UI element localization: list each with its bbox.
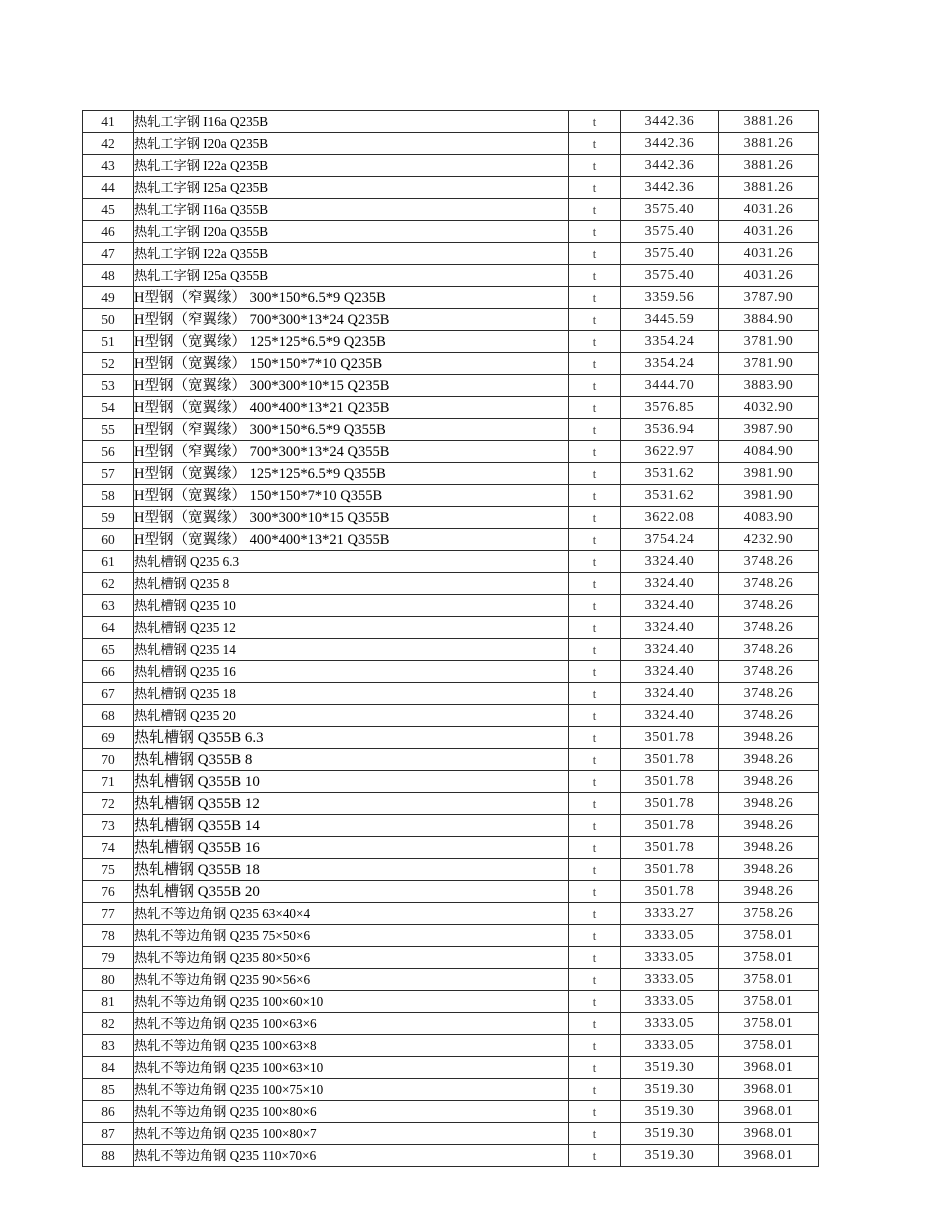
table-row bbox=[83, 969, 819, 991]
price-excl-tax-cell: 3442.36 bbox=[621, 177, 719, 199]
row-index-cell: 68 bbox=[83, 705, 134, 727]
row-index-cell: 48 bbox=[83, 265, 134, 287]
price-excl-tax-cell: 3501.78 bbox=[621, 771, 719, 793]
price-incl-tax-cell: 4031.26 bbox=[719, 221, 819, 243]
material-name-cell: 热轧槽钢 Q355B 12 bbox=[134, 793, 569, 815]
row-index-cell: 81 bbox=[83, 991, 134, 1013]
price-excl-tax-cell: 3576.85 bbox=[621, 397, 719, 419]
price-excl-tax-cell: 3519.30 bbox=[621, 1079, 719, 1101]
price-incl-tax-cell: 3968.01 bbox=[719, 1123, 819, 1145]
price-excl-tax-cell: 3442.36 bbox=[621, 111, 719, 133]
price-incl-tax-cell: 3758.01 bbox=[719, 969, 819, 991]
price-excl-tax-cell: 3501.78 bbox=[621, 727, 719, 749]
price-incl-tax-cell: 3948.26 bbox=[719, 859, 819, 881]
unit-cell: t bbox=[569, 1035, 621, 1057]
price-excl-tax-cell: 3622.97 bbox=[621, 441, 719, 463]
price-excl-tax-cell: 3501.78 bbox=[621, 859, 719, 881]
material-name-cell: 热轧槽钢 Q355B 6.3 bbox=[134, 727, 569, 749]
table-row bbox=[83, 859, 819, 881]
row-index-cell: 80 bbox=[83, 969, 134, 991]
price-excl-tax-cell: 3333.05 bbox=[621, 969, 719, 991]
price-excl-tax-cell: 3531.62 bbox=[621, 485, 719, 507]
price-incl-tax-cell: 3884.90 bbox=[719, 309, 819, 331]
price-excl-tax-cell: 3445.59 bbox=[621, 309, 719, 331]
material-name-cell: H型钢（宽翼缘） 400*400*13*21 Q235B bbox=[134, 397, 569, 419]
price-incl-tax-cell: 3948.26 bbox=[719, 881, 819, 903]
material-name-cell: 热轧槽钢 Q235 20 bbox=[134, 705, 569, 727]
price-excl-tax-cell: 3333.05 bbox=[621, 925, 719, 947]
material-name-cell: H型钢（窄翼缘） 700*300*13*24 Q355B bbox=[134, 441, 569, 463]
price-excl-tax-cell: 3324.40 bbox=[621, 573, 719, 595]
row-index-cell: 66 bbox=[83, 661, 134, 683]
material-name-cell: 热轧槽钢 Q235 8 bbox=[134, 573, 569, 595]
table-row bbox=[83, 1035, 819, 1057]
material-name-cell: 热轧不等边角钢 Q235 75×50×6 bbox=[134, 925, 569, 947]
price-excl-tax-cell: 3531.62 bbox=[621, 463, 719, 485]
table-row bbox=[83, 837, 819, 859]
material-name-cell: H型钢（窄翼缘） 700*300*13*24 Q235B bbox=[134, 309, 569, 331]
row-index-cell: 76 bbox=[83, 881, 134, 903]
row-index-cell: 57 bbox=[83, 463, 134, 485]
material-name-cell: 热轧不等边角钢 Q235 110×70×6 bbox=[134, 1145, 569, 1167]
row-index-cell: 75 bbox=[83, 859, 134, 881]
material-name-cell: 热轧工字钢 I20a Q355B bbox=[134, 221, 569, 243]
row-index-cell: 72 bbox=[83, 793, 134, 815]
row-index-cell: 55 bbox=[83, 419, 134, 441]
price-excl-tax-cell: 3333.27 bbox=[621, 903, 719, 925]
row-index-cell: 82 bbox=[83, 1013, 134, 1035]
table-row bbox=[83, 705, 819, 727]
unit-cell: t bbox=[569, 1123, 621, 1145]
row-index-cell: 59 bbox=[83, 507, 134, 529]
price-excl-tax-cell: 3333.05 bbox=[621, 947, 719, 969]
unit-cell: t bbox=[569, 353, 621, 375]
material-name-cell: H型钢（窄翼缘） 300*150*6.5*9 Q355B bbox=[134, 419, 569, 441]
table-row bbox=[83, 749, 819, 771]
material-name-cell: 热轧槽钢 Q355B 8 bbox=[134, 749, 569, 771]
price-incl-tax-cell: 3881.26 bbox=[719, 111, 819, 133]
material-name-cell: H型钢（宽翼缘） 150*150*7*10 Q355B bbox=[134, 485, 569, 507]
row-index-cell: 77 bbox=[83, 903, 134, 925]
price-incl-tax-cell: 3948.26 bbox=[719, 727, 819, 749]
price-incl-tax-cell: 3987.90 bbox=[719, 419, 819, 441]
price-incl-tax-cell: 3968.01 bbox=[719, 1057, 819, 1079]
price-incl-tax-cell: 3881.26 bbox=[719, 133, 819, 155]
price-excl-tax-cell: 3354.24 bbox=[621, 331, 719, 353]
row-index-cell: 58 bbox=[83, 485, 134, 507]
row-index-cell: 61 bbox=[83, 551, 134, 573]
price-incl-tax-cell: 4031.26 bbox=[719, 199, 819, 221]
unit-cell: t bbox=[569, 727, 621, 749]
price-excl-tax-cell: 3324.40 bbox=[621, 639, 719, 661]
table-row bbox=[83, 727, 819, 749]
price-excl-tax-cell: 3444.70 bbox=[621, 375, 719, 397]
price-incl-tax-cell: 4031.26 bbox=[719, 243, 819, 265]
table-row bbox=[83, 507, 819, 529]
table-row bbox=[83, 243, 819, 265]
material-name-cell: 热轧槽钢 Q235 14 bbox=[134, 639, 569, 661]
unit-cell: t bbox=[569, 265, 621, 287]
price-incl-tax-cell: 3981.90 bbox=[719, 463, 819, 485]
row-index-cell: 73 bbox=[83, 815, 134, 837]
price-excl-tax-cell: 3575.40 bbox=[621, 243, 719, 265]
row-index-cell: 79 bbox=[83, 947, 134, 969]
row-index-cell: 65 bbox=[83, 639, 134, 661]
unit-cell: t bbox=[569, 969, 621, 991]
unit-cell: t bbox=[569, 1079, 621, 1101]
price-incl-tax-cell: 3748.26 bbox=[719, 595, 819, 617]
price-incl-tax-cell: 4084.90 bbox=[719, 441, 819, 463]
unit-cell: t bbox=[569, 309, 621, 331]
unit-cell: t bbox=[569, 1145, 621, 1167]
unit-cell: t bbox=[569, 573, 621, 595]
table-row bbox=[83, 1101, 819, 1123]
price-excl-tax-cell: 3324.40 bbox=[621, 705, 719, 727]
unit-cell: t bbox=[569, 661, 621, 683]
material-name-cell: 热轧槽钢 Q235 6.3 bbox=[134, 551, 569, 573]
unit-cell: t bbox=[569, 243, 621, 265]
material-name-cell: 热轧不等边角钢 Q235 100×80×7 bbox=[134, 1123, 569, 1145]
price-excl-tax-cell: 3354.24 bbox=[621, 353, 719, 375]
table-row bbox=[83, 353, 819, 375]
row-index-cell: 53 bbox=[83, 375, 134, 397]
material-name-cell: H型钢（宽翼缘） 125*125*6.5*9 Q235B bbox=[134, 331, 569, 353]
unit-cell: t bbox=[569, 903, 621, 925]
table-row bbox=[83, 683, 819, 705]
table-row bbox=[83, 639, 819, 661]
unit-cell: t bbox=[569, 947, 621, 969]
price-excl-tax-cell: 3324.40 bbox=[621, 551, 719, 573]
table-row bbox=[83, 925, 819, 947]
price-incl-tax-cell: 3748.26 bbox=[719, 661, 819, 683]
material-name-cell: H型钢（宽翼缘） 300*300*10*15 Q235B bbox=[134, 375, 569, 397]
price-excl-tax-cell: 3519.30 bbox=[621, 1101, 719, 1123]
material-name-cell: 热轧槽钢 Q355B 16 bbox=[134, 837, 569, 859]
row-index-cell: 47 bbox=[83, 243, 134, 265]
table-row bbox=[83, 111, 819, 133]
unit-cell: t bbox=[569, 683, 621, 705]
unit-cell: t bbox=[569, 463, 621, 485]
material-name-cell: 热轧工字钢 I16a Q235B bbox=[134, 111, 569, 133]
unit-cell: t bbox=[569, 199, 621, 221]
table-row bbox=[83, 1079, 819, 1101]
unit-cell: t bbox=[569, 155, 621, 177]
price-incl-tax-cell: 3758.26 bbox=[719, 903, 819, 925]
unit-cell: t bbox=[569, 551, 621, 573]
material-name-cell: 热轧槽钢 Q235 10 bbox=[134, 595, 569, 617]
unit-cell: t bbox=[569, 485, 621, 507]
table-row bbox=[83, 441, 819, 463]
price-excl-tax-cell: 3754.24 bbox=[621, 529, 719, 551]
unit-cell: t bbox=[569, 595, 621, 617]
table-row bbox=[83, 133, 819, 155]
row-index-cell: 43 bbox=[83, 155, 134, 177]
price-incl-tax-cell: 3968.01 bbox=[719, 1101, 819, 1123]
price-incl-tax-cell: 3948.26 bbox=[719, 749, 819, 771]
unit-cell: t bbox=[569, 507, 621, 529]
unit-cell: t bbox=[569, 881, 621, 903]
unit-cell: t bbox=[569, 771, 621, 793]
price-incl-tax-cell: 3758.01 bbox=[719, 947, 819, 969]
table-row bbox=[83, 397, 819, 419]
material-name-cell: H型钢（宽翼缘） 300*300*10*15 Q355B bbox=[134, 507, 569, 529]
table-row bbox=[83, 1013, 819, 1035]
row-index-cell: 60 bbox=[83, 529, 134, 551]
row-index-cell: 67 bbox=[83, 683, 134, 705]
table-row bbox=[83, 177, 819, 199]
price-incl-tax-cell: 4032.90 bbox=[719, 397, 819, 419]
table-row bbox=[83, 265, 819, 287]
price-excl-tax-cell: 3622.08 bbox=[621, 507, 719, 529]
table-row bbox=[83, 881, 819, 903]
material-name-cell: 热轧工字钢 I16a Q355B bbox=[134, 199, 569, 221]
material-name-cell: 热轧不等边角钢 Q235 100×60×10 bbox=[134, 991, 569, 1013]
row-index-cell: 51 bbox=[83, 331, 134, 353]
price-excl-tax-cell: 3575.40 bbox=[621, 199, 719, 221]
material-name-cell: 热轧工字钢 I25a Q235B bbox=[134, 177, 569, 199]
unit-cell: t bbox=[569, 529, 621, 551]
price-incl-tax-cell: 3758.01 bbox=[719, 991, 819, 1013]
row-index-cell: 69 bbox=[83, 727, 134, 749]
row-index-cell: 54 bbox=[83, 397, 134, 419]
row-index-cell: 83 bbox=[83, 1035, 134, 1057]
price-incl-tax-cell: 3781.90 bbox=[719, 331, 819, 353]
unit-cell: t bbox=[569, 441, 621, 463]
price-incl-tax-cell: 3758.01 bbox=[719, 1013, 819, 1035]
unit-cell: t bbox=[569, 1013, 621, 1035]
price-excl-tax-cell: 3333.05 bbox=[621, 1013, 719, 1035]
price-excl-tax-cell: 3442.36 bbox=[621, 155, 719, 177]
unit-cell: t bbox=[569, 375, 621, 397]
table-row bbox=[83, 991, 819, 1013]
material-price-table bbox=[82, 110, 819, 1167]
row-index-cell: 41 bbox=[83, 111, 134, 133]
material-name-cell: 热轧不等边角钢 Q235 90×56×6 bbox=[134, 969, 569, 991]
unit-cell: t bbox=[569, 837, 621, 859]
price-excl-tax-cell: 3324.40 bbox=[621, 683, 719, 705]
price-excl-tax-cell: 3501.78 bbox=[621, 881, 719, 903]
price-excl-tax-cell: 3501.78 bbox=[621, 837, 719, 859]
unit-cell: t bbox=[569, 749, 621, 771]
price-incl-tax-cell: 3968.01 bbox=[719, 1079, 819, 1101]
table-row bbox=[83, 155, 819, 177]
table-row bbox=[83, 771, 819, 793]
row-index-cell: 87 bbox=[83, 1123, 134, 1145]
table-row bbox=[83, 309, 819, 331]
price-incl-tax-cell: 3748.26 bbox=[719, 683, 819, 705]
table-row bbox=[83, 815, 819, 837]
row-index-cell: 70 bbox=[83, 749, 134, 771]
price-incl-tax-cell: 3748.26 bbox=[719, 639, 819, 661]
material-name-cell: 热轧槽钢 Q235 12 bbox=[134, 617, 569, 639]
material-name-cell: 热轧不等边角钢 Q235 100×63×6 bbox=[134, 1013, 569, 1035]
price-incl-tax-cell: 3948.26 bbox=[719, 793, 819, 815]
table-row bbox=[83, 1123, 819, 1145]
unit-cell: t bbox=[569, 111, 621, 133]
row-index-cell: 45 bbox=[83, 199, 134, 221]
material-name-cell: H型钢（宽翼缘） 125*125*6.5*9 Q355B bbox=[134, 463, 569, 485]
price-excl-tax-cell: 3333.05 bbox=[621, 991, 719, 1013]
price-incl-tax-cell: 3781.90 bbox=[719, 353, 819, 375]
table-body bbox=[83, 111, 819, 1167]
material-name-cell: 热轧不等边角钢 Q235 100×80×6 bbox=[134, 1101, 569, 1123]
material-name-cell: 热轧工字钢 I22a Q235B bbox=[134, 155, 569, 177]
price-incl-tax-cell: 3948.26 bbox=[719, 837, 819, 859]
table-row bbox=[83, 485, 819, 507]
material-name-cell: H型钢（宽翼缘） 400*400*13*21 Q355B bbox=[134, 529, 569, 551]
row-index-cell: 44 bbox=[83, 177, 134, 199]
price-incl-tax-cell: 4232.90 bbox=[719, 529, 819, 551]
price-excl-tax-cell: 3575.40 bbox=[621, 265, 719, 287]
price-incl-tax-cell: 3948.26 bbox=[719, 815, 819, 837]
price-incl-tax-cell: 3748.26 bbox=[719, 551, 819, 573]
row-index-cell: 85 bbox=[83, 1079, 134, 1101]
table-row bbox=[83, 463, 819, 485]
price-excl-tax-cell: 3324.40 bbox=[621, 661, 719, 683]
table-row bbox=[83, 331, 819, 353]
price-incl-tax-cell: 3748.26 bbox=[719, 705, 819, 727]
table-row bbox=[83, 419, 819, 441]
unit-cell: t bbox=[569, 287, 621, 309]
material-name-cell: 热轧槽钢 Q355B 20 bbox=[134, 881, 569, 903]
price-incl-tax-cell: 3758.01 bbox=[719, 925, 819, 947]
unit-cell: t bbox=[569, 1101, 621, 1123]
price-excl-tax-cell: 3333.05 bbox=[621, 1035, 719, 1057]
price-excl-tax-cell: 3324.40 bbox=[621, 617, 719, 639]
table-row bbox=[83, 661, 819, 683]
table-row bbox=[83, 199, 819, 221]
unit-cell: t bbox=[569, 397, 621, 419]
row-index-cell: 74 bbox=[83, 837, 134, 859]
material-name-cell: 热轧工字钢 I20a Q235B bbox=[134, 133, 569, 155]
price-excl-tax-cell: 3501.78 bbox=[621, 749, 719, 771]
price-incl-tax-cell: 3948.26 bbox=[719, 771, 819, 793]
table-row bbox=[83, 221, 819, 243]
table-row bbox=[83, 551, 819, 573]
unit-cell: t bbox=[569, 133, 621, 155]
price-excl-tax-cell: 3575.40 bbox=[621, 221, 719, 243]
table-row bbox=[83, 287, 819, 309]
row-index-cell: 78 bbox=[83, 925, 134, 947]
material-name-cell: 热轧不等边角钢 Q235 80×50×6 bbox=[134, 947, 569, 969]
price-incl-tax-cell: 3748.26 bbox=[719, 573, 819, 595]
table-row bbox=[83, 1145, 819, 1167]
table-row bbox=[83, 903, 819, 925]
material-name-cell: 热轧工字钢 I22a Q355B bbox=[134, 243, 569, 265]
material-name-cell: 热轧不等边角钢 Q235 100×63×10 bbox=[134, 1057, 569, 1079]
material-name-cell: 热轧槽钢 Q355B 10 bbox=[134, 771, 569, 793]
price-excl-tax-cell: 3501.78 bbox=[621, 815, 719, 837]
unit-cell: t bbox=[569, 639, 621, 661]
material-name-cell: 热轧工字钢 I25a Q355B bbox=[134, 265, 569, 287]
table-row bbox=[83, 947, 819, 969]
unit-cell: t bbox=[569, 617, 621, 639]
table-row bbox=[83, 573, 819, 595]
row-index-cell: 86 bbox=[83, 1101, 134, 1123]
table-row bbox=[83, 375, 819, 397]
unit-cell: t bbox=[569, 991, 621, 1013]
price-incl-tax-cell: 3883.90 bbox=[719, 375, 819, 397]
material-name-cell: H型钢（宽翼缘） 150*150*7*10 Q235B bbox=[134, 353, 569, 375]
table-row bbox=[83, 793, 819, 815]
table-row bbox=[83, 529, 819, 551]
material-name-cell: 热轧不等边角钢 Q235 100×63×8 bbox=[134, 1035, 569, 1057]
unit-cell: t bbox=[569, 859, 621, 881]
row-index-cell: 46 bbox=[83, 221, 134, 243]
price-incl-tax-cell: 3881.26 bbox=[719, 177, 819, 199]
unit-cell: t bbox=[569, 793, 621, 815]
row-index-cell: 88 bbox=[83, 1145, 134, 1167]
price-incl-tax-cell: 4031.26 bbox=[719, 265, 819, 287]
row-index-cell: 62 bbox=[83, 573, 134, 595]
row-index-cell: 84 bbox=[83, 1057, 134, 1079]
price-excl-tax-cell: 3442.36 bbox=[621, 133, 719, 155]
price-excl-tax-cell: 3501.78 bbox=[621, 793, 719, 815]
price-excl-tax-cell: 3519.30 bbox=[621, 1057, 719, 1079]
material-name-cell: 热轧不等边角钢 Q235 63×40×4 bbox=[134, 903, 569, 925]
table-row bbox=[83, 595, 819, 617]
material-name-cell: 热轧不等边角钢 Q235 100×75×10 bbox=[134, 1079, 569, 1101]
material-name-cell: 热轧槽钢 Q355B 14 bbox=[134, 815, 569, 837]
unit-cell: t bbox=[569, 331, 621, 353]
unit-cell: t bbox=[569, 815, 621, 837]
unit-cell: t bbox=[569, 705, 621, 727]
unit-cell: t bbox=[569, 419, 621, 441]
price-incl-tax-cell: 3758.01 bbox=[719, 1035, 819, 1057]
row-index-cell: 71 bbox=[83, 771, 134, 793]
unit-cell: t bbox=[569, 1057, 621, 1079]
price-table-container bbox=[82, 110, 818, 1167]
row-index-cell: 56 bbox=[83, 441, 134, 463]
price-excl-tax-cell: 3519.30 bbox=[621, 1145, 719, 1167]
price-incl-tax-cell: 4083.90 bbox=[719, 507, 819, 529]
price-incl-tax-cell: 3981.90 bbox=[719, 485, 819, 507]
row-index-cell: 49 bbox=[83, 287, 134, 309]
material-name-cell: 热轧槽钢 Q235 16 bbox=[134, 661, 569, 683]
table-row bbox=[83, 1057, 819, 1079]
row-index-cell: 50 bbox=[83, 309, 134, 331]
row-index-cell: 42 bbox=[83, 133, 134, 155]
price-incl-tax-cell: 3787.90 bbox=[719, 287, 819, 309]
price-excl-tax-cell: 3324.40 bbox=[621, 595, 719, 617]
material-name-cell: 热轧槽钢 Q355B 18 bbox=[134, 859, 569, 881]
price-incl-tax-cell: 3968.01 bbox=[719, 1145, 819, 1167]
row-index-cell: 52 bbox=[83, 353, 134, 375]
material-name-cell: 热轧槽钢 Q235 18 bbox=[134, 683, 569, 705]
price-incl-tax-cell: 3748.26 bbox=[719, 617, 819, 639]
row-index-cell: 63 bbox=[83, 595, 134, 617]
price-incl-tax-cell: 3881.26 bbox=[719, 155, 819, 177]
unit-cell: t bbox=[569, 925, 621, 947]
table-row bbox=[83, 617, 819, 639]
price-excl-tax-cell: 3519.30 bbox=[621, 1123, 719, 1145]
unit-cell: t bbox=[569, 221, 621, 243]
material-name-cell: H型钢（窄翼缘） 300*150*6.5*9 Q235B bbox=[134, 287, 569, 309]
price-excl-tax-cell: 3536.94 bbox=[621, 419, 719, 441]
price-excl-tax-cell: 3359.56 bbox=[621, 287, 719, 309]
row-index-cell: 64 bbox=[83, 617, 134, 639]
unit-cell: t bbox=[569, 177, 621, 199]
